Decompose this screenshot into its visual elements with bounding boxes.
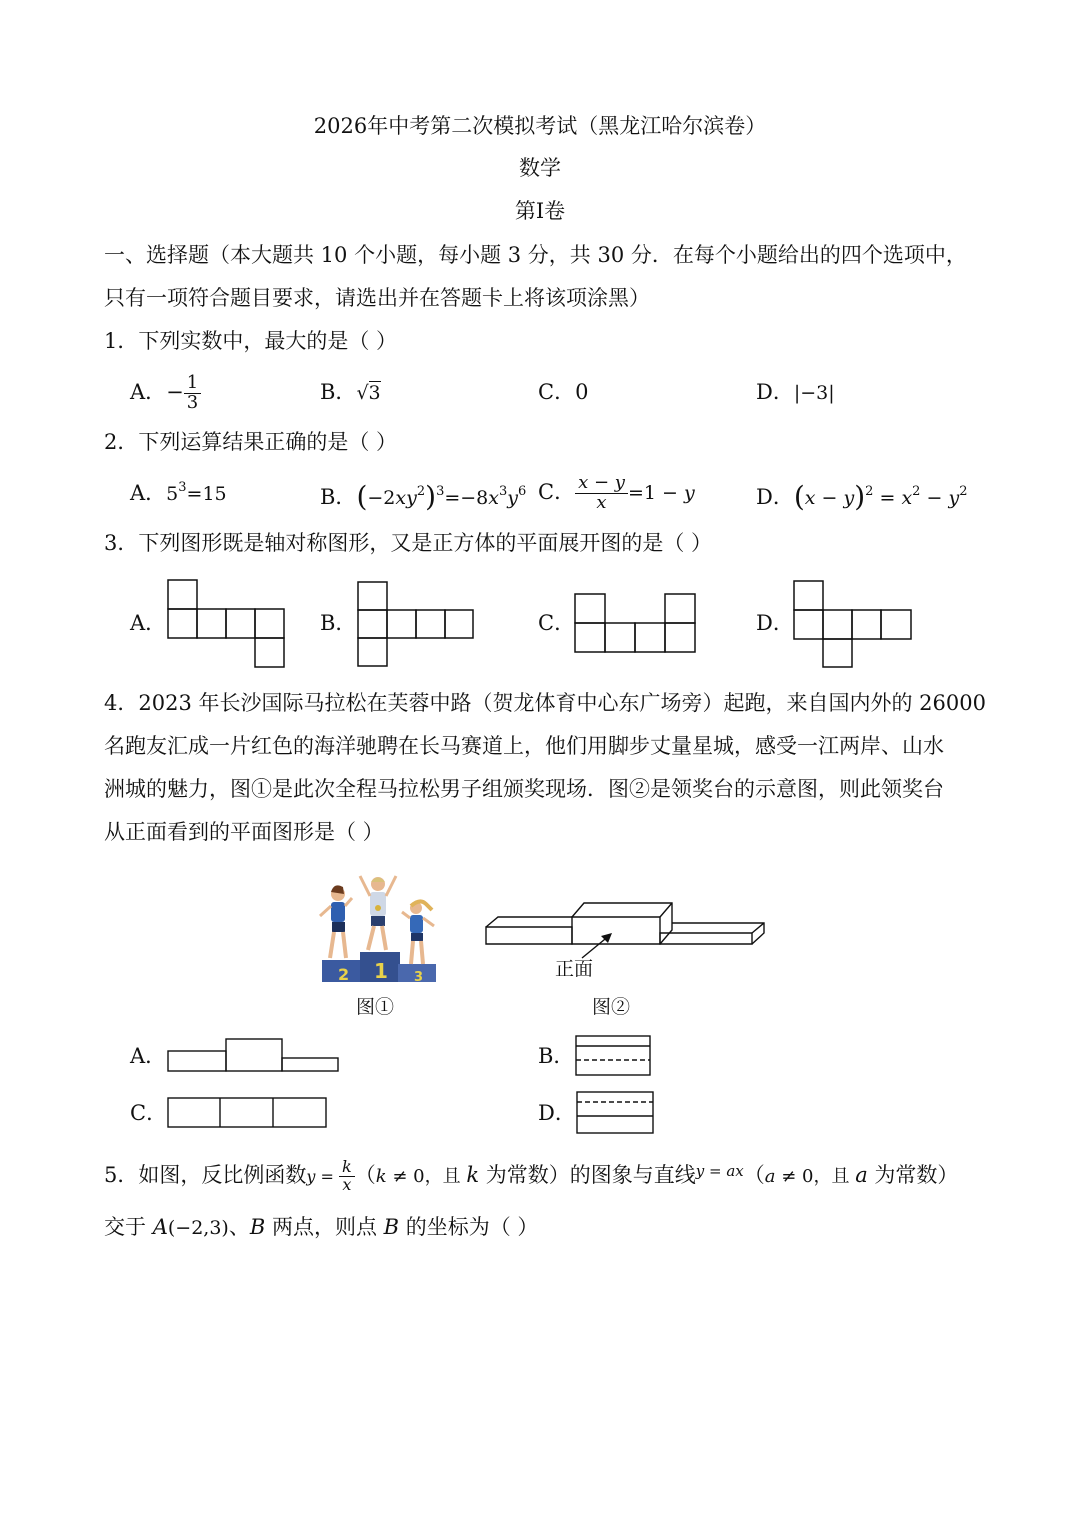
q1-d-label: D． xyxy=(756,380,794,404)
q2-b-y2-exp: 6 xyxy=(518,484,527,499)
exam-title: 2026年中考第二次模拟考试（黑龙江哈尔滨卷） xyxy=(313,114,767,138)
q1-c-value: 0 xyxy=(575,380,589,404)
q5-func-y: y xyxy=(306,1167,316,1186)
q5-l2-c: 两点，则点 xyxy=(265,1215,384,1239)
q2-b-y: y xyxy=(406,487,417,509)
q2-option-d xyxy=(756,480,968,513)
q5-func-eq: = xyxy=(315,1167,339,1186)
q5-line-eq: = xyxy=(704,1162,727,1180)
q5-part-3: 为常数）的图象与直线 xyxy=(479,1163,696,1187)
q5-line-ax: ax xyxy=(726,1162,744,1180)
q2-a-exp: 3 xyxy=(178,480,187,495)
subject-title: 数学 xyxy=(519,156,561,180)
q5-cond-a: a xyxy=(764,1166,776,1187)
q5-cond-k: k xyxy=(375,1166,387,1187)
q2-b-label: B． xyxy=(320,485,357,509)
q1-b-label: B． xyxy=(320,380,357,404)
podium-number-second: 2 xyxy=(338,965,350,984)
q1-c-label: C． xyxy=(538,380,576,404)
athlete-first xyxy=(360,876,396,950)
q5-l2-b: 、 xyxy=(228,1215,250,1239)
q4-option-d-figure xyxy=(575,1090,657,1136)
q2-b-inner: −2 xyxy=(367,487,396,509)
q1-a-label: A． xyxy=(130,380,167,404)
q3-stem: 3．下列图形既是轴对称图形，又是正方体的平面展开图的是（ ） xyxy=(104,531,713,555)
podium-photo-illustration xyxy=(316,870,442,986)
q5-func-x: x xyxy=(342,1175,352,1194)
q5-part-2: （ xyxy=(354,1163,376,1187)
q2-option-b xyxy=(320,480,527,513)
q3-net-b xyxy=(356,580,476,668)
section-intro-line-1: 一、选择题（本大题共 10 个小题，每小题 3 分，共 30 分．在每个小题给出的四个选项中， xyxy=(104,243,967,267)
q2-b-eq: =−8 xyxy=(444,487,489,509)
q2-c-fraction xyxy=(575,474,628,513)
q3-a-label: A． xyxy=(130,611,167,635)
front-label: 正面 xyxy=(555,958,594,980)
q4-line-2: 名跑友汇成一片红色的海洋驰聘在长马赛道上，他们用脚步丈量星城，感受一江两岸、山水 xyxy=(104,734,944,758)
q2-d-minus: − xyxy=(920,487,949,509)
q2-b-x2-exp: 3 xyxy=(499,484,508,499)
q4-option-b-figure xyxy=(574,1034,654,1078)
q5-line-1 xyxy=(104,1150,958,1198)
podium-number-first: 1 xyxy=(374,959,388,983)
q5-cond-k2: k xyxy=(466,1163,480,1187)
volume-title: 第Ⅰ卷 xyxy=(514,199,566,223)
q2-d-lparen: ( xyxy=(793,480,805,513)
q4-b-label: B． xyxy=(538,1044,575,1068)
q3-d-label: D． xyxy=(756,611,794,635)
q1-option-a xyxy=(130,372,201,413)
q2-stem: 2．下列运算结果正确的是（ ） xyxy=(104,430,398,454)
q5-func-fraction xyxy=(339,1159,355,1194)
q2-c-y: y xyxy=(683,482,695,504)
q2-d-y: y xyxy=(948,487,960,509)
q5-point-b: B xyxy=(249,1215,266,1239)
q2-d-label: D． xyxy=(756,485,794,509)
q1-option-c xyxy=(538,382,588,403)
q1-a-den: 3 xyxy=(186,392,199,413)
q2-d-y-exp: 2 xyxy=(959,484,968,499)
figure-2-caption: 图② xyxy=(592,996,631,1018)
q2-d-inner: x − y xyxy=(804,487,855,509)
q3-net-d xyxy=(792,579,916,669)
q4-line-1: 4．2023 年长沙国际马拉松在芙蓉中路（贺龙体育中心东广场旁）起跑，来自国内外的 26000 xyxy=(104,691,986,715)
q5-part-1: 5．如图，反比例函数 xyxy=(104,1163,307,1187)
q2-c-rhs: =1 − xyxy=(627,482,684,504)
q2-d-eq: = xyxy=(873,487,902,509)
q2-b-lparen: ( xyxy=(356,480,368,513)
q1-option-b xyxy=(320,382,381,403)
q5-func-k: k xyxy=(339,1159,355,1177)
q2-c-den: x xyxy=(596,492,607,513)
q2-b-y2: y xyxy=(507,487,519,509)
q2-b-y-exp: 2 xyxy=(416,484,426,499)
q5-part-4: （ xyxy=(743,1163,765,1187)
athlete-second xyxy=(320,885,352,958)
q2-option-a xyxy=(130,480,227,505)
q5-part-5: 为常数） xyxy=(867,1163,959,1187)
podium-number-third: 3 xyxy=(414,970,424,985)
q2-d-rparen: ) xyxy=(854,480,866,513)
q1-a-sign: − xyxy=(166,380,184,404)
q2-a-rhs: =15 xyxy=(186,483,227,505)
q2-a-label: A． xyxy=(130,481,167,505)
q1-d-value: |−3| xyxy=(793,382,835,404)
q5-point-a: A xyxy=(152,1215,168,1239)
q1-option-d xyxy=(756,382,835,403)
q2-b-outer-exp: 3 xyxy=(436,484,445,499)
q2-b-rparen: ) xyxy=(425,480,437,513)
figure-1-caption: 图① xyxy=(356,996,395,1018)
q5-l2-a: 交于 xyxy=(104,1215,153,1239)
q3-net-a xyxy=(166,578,288,668)
q5-point-a-coord: (−2,3) xyxy=(167,1217,229,1239)
q4-option-a-figure xyxy=(166,1037,342,1075)
q1-a-num: 1 xyxy=(184,374,201,394)
sqrt-icon: √ xyxy=(356,382,369,404)
q2-option-c xyxy=(538,472,695,513)
q2-c-num: x − y xyxy=(575,474,628,494)
q3-c-label: C． xyxy=(538,611,576,635)
q2-b-x2: x xyxy=(488,487,499,509)
q1-a-fraction xyxy=(184,374,201,413)
q2-a-base: 5 xyxy=(166,483,179,505)
section-intro-line-2: 只有一项符合题目要求，请选出并在答题卡上将该项涂黑） xyxy=(104,286,650,310)
q5-l2-d: 的坐标为（ ） xyxy=(399,1215,539,1239)
q5-cond-a2: a xyxy=(855,1163,868,1187)
q1-stem: 1．下列实数中，最大的是（ ） xyxy=(104,329,398,353)
q5-cond-k-rest: ≠ 0，且 xyxy=(386,1166,467,1187)
q2-d-x-exp: 2 xyxy=(912,484,921,499)
q4-d-label: D． xyxy=(538,1101,576,1125)
athlete-third xyxy=(402,901,434,964)
q5-point-b-2: B xyxy=(383,1215,400,1239)
podium-schematic xyxy=(484,900,770,962)
q4-line-4: 从正面看到的平面图形是（ ） xyxy=(104,820,384,844)
q3-net-c xyxy=(573,592,697,654)
q4-line-3: 洲城的魅力，图①是此次全程马拉松男子组颁奖现场．图②是领奖台的示意图，则此领奖台 xyxy=(104,777,944,801)
q5-line-y: y xyxy=(695,1162,705,1180)
q2-d-x: x xyxy=(901,487,913,509)
q4-option-c-figure xyxy=(166,1096,330,1130)
q2-b-x: x xyxy=(395,487,407,509)
q5-cond-a-rest: ≠ 0，且 xyxy=(775,1166,856,1187)
q2-d-exp: 2 xyxy=(865,484,874,499)
q3-b-label: B． xyxy=(320,611,357,635)
q5-line-2 xyxy=(104,1217,538,1238)
q2-c-label: C． xyxy=(538,480,576,504)
q4-a-label: A． xyxy=(130,1044,167,1068)
q4-c-label: C． xyxy=(130,1101,168,1125)
q1-b-radicand: 3 xyxy=(368,382,381,404)
